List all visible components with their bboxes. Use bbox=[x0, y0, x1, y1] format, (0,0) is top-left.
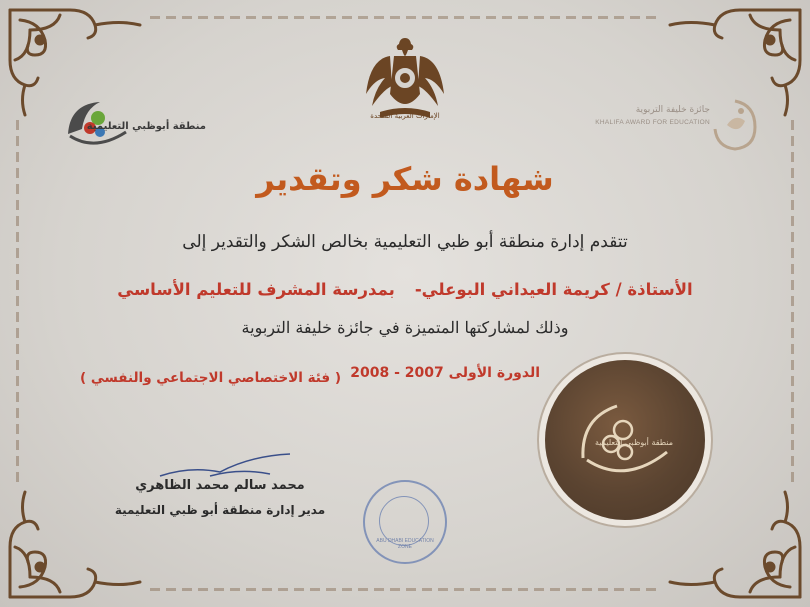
certificate-title: شهادة شكر وتقدير bbox=[256, 160, 554, 198]
education-zone-seal bbox=[545, 360, 705, 520]
signatory-role: مدير إدارة منطقة أبو ظبي التعليمية bbox=[114, 503, 326, 517]
recipient-name: الأستاذة / كريمة العيداني البوعلي- bbox=[414, 280, 693, 299]
emblem-caption: الإمارات العربية المتحدة bbox=[370, 112, 440, 120]
frame-border-bottom bbox=[150, 588, 660, 591]
recipient-line bbox=[0, 280, 810, 299]
category-text: ( فئة الاختصاصي الاجتماعي والنفسي ) bbox=[80, 370, 342, 386]
khalifa-award-english: KHALIFA AWARD FOR EDUCATION bbox=[595, 119, 710, 126]
seal-label: منطقة أبوظبي التعليمية bbox=[595, 438, 674, 447]
education-zone-label: منطقة أبوظبي التعليمية bbox=[86, 121, 206, 132]
frame-border-top bbox=[150, 16, 660, 19]
stamp-text: ABU DHABI EDUCATION ZONE bbox=[376, 538, 434, 550]
khalifa-award-arabic: جائزة خليفة التربوية bbox=[635, 105, 710, 115]
intro-text: تتقدم إدارة منطقة أبو ظبي التعليمية بخالص الشكر والتقدير إلى bbox=[182, 232, 628, 252]
session-text: الدورة الأولى 2007 - 2008 bbox=[350, 365, 540, 381]
khalifa-award-logo bbox=[585, 95, 765, 155]
khalifa-award-logo-icon bbox=[705, 95, 765, 155]
participation-text: وذلك لمشاركتها المتميزة في جائزة خليفة التربوية bbox=[241, 318, 569, 337]
recipient-school: بمدرسة المشرف للتعليم الأساسي bbox=[117, 280, 395, 299]
signatory-name: محمد سالم محمد الظاهري bbox=[135, 478, 305, 493]
education-zone-logo bbox=[60, 94, 206, 154]
